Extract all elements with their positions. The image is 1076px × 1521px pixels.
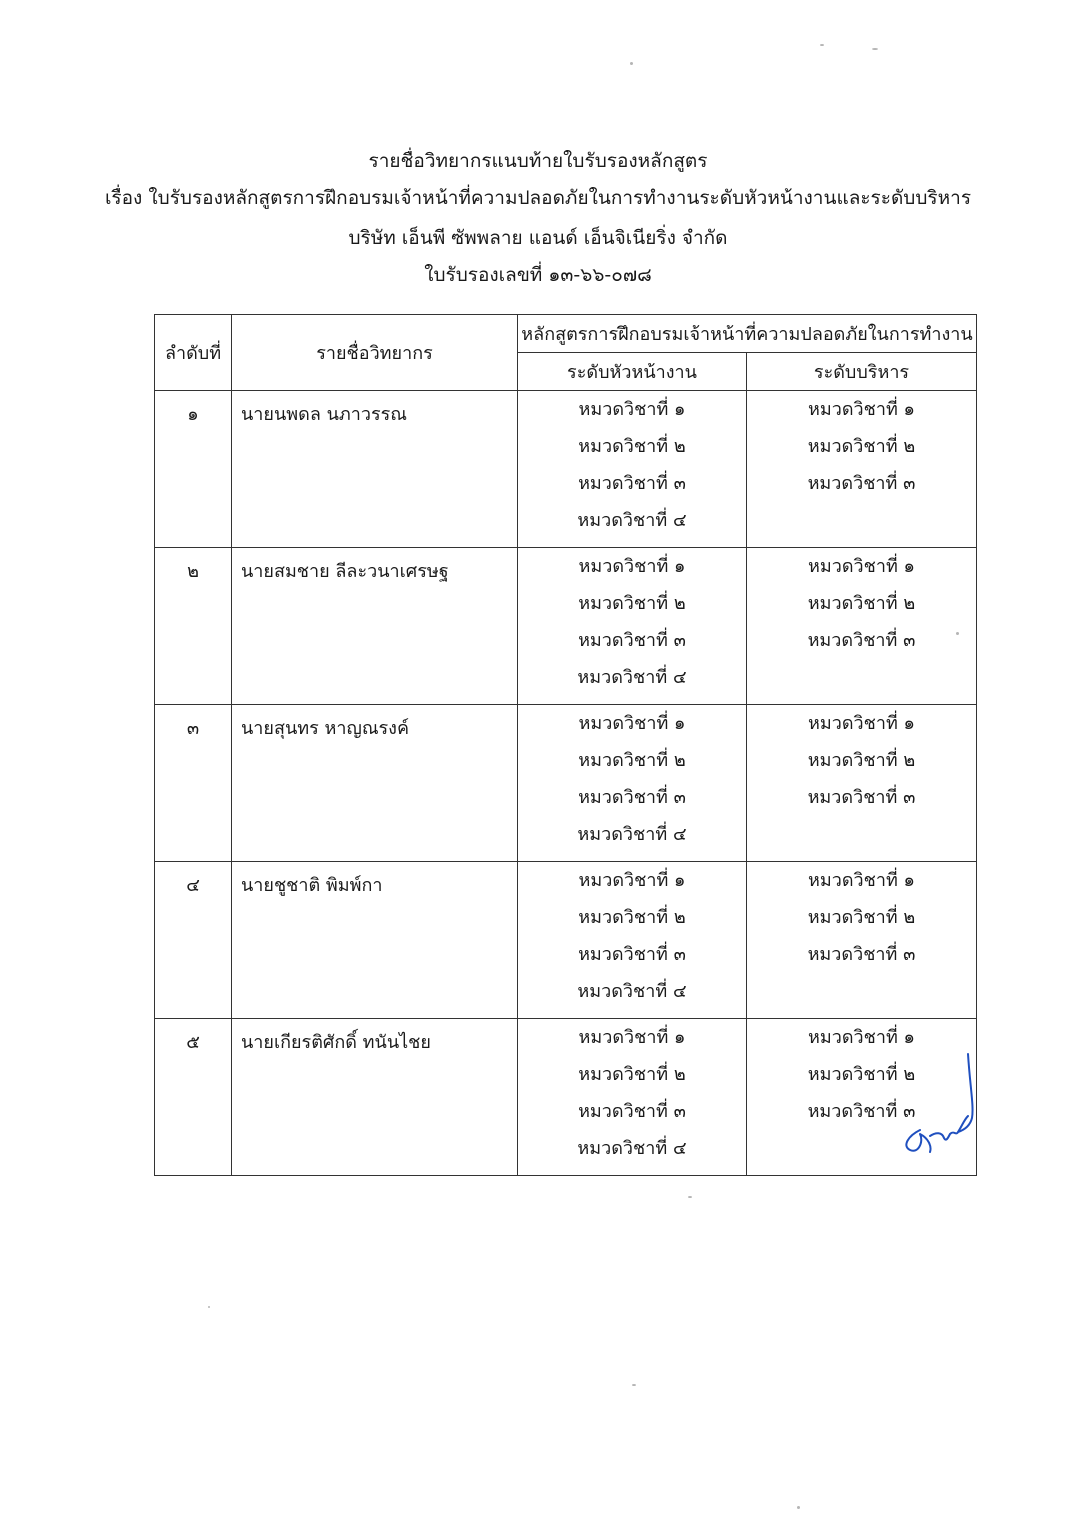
scan-speck — [820, 44, 824, 46]
subject-item: หมวดวิชาที่ ๔ — [577, 824, 687, 845]
lecturer-table — [154, 314, 977, 1176]
subject-item: หมวดวิชาที่ ๑ — [808, 1027, 915, 1048]
subject-item: หมวดวิชาที่ ๒ — [578, 436, 686, 457]
row-order-number: ๔ — [155, 862, 232, 1019]
company-name: บริษัท เอ็นพี ซัพพลาย แอนด์ เอ็นจิเนียริ่ง จำกัด — [348, 227, 728, 249]
subject-item: หมวดวิชาที่ ๑ — [808, 556, 915, 577]
subject-item: หมวดวิชาที่ ๓ — [807, 473, 916, 494]
row-order-number: ๕ — [155, 1019, 232, 1176]
signature-icon — [898, 1046, 978, 1156]
lecturer-name: นายนพดล นภาวรรณ — [232, 391, 518, 548]
table-row — [155, 1019, 977, 1176]
executive-subjects — [747, 391, 977, 548]
subject-item: หมวดวิชาที่ ๒ — [807, 593, 916, 614]
header-lecturer-name: รายชื่อวิทยากร — [232, 315, 518, 391]
subject-item: หมวดวิชาที่ ๒ — [578, 907, 686, 928]
header-course: หลักสูตรการฝึกอบรมเจ้าหน้าที่ความปลอดภัยในการทำงาน — [518, 315, 977, 353]
subject-item: หมวดวิชาที่ ๔ — [577, 1138, 687, 1159]
scan-speck — [872, 48, 878, 50]
row-order-number: ๑ — [155, 391, 232, 548]
supervisor-subjects — [518, 705, 747, 862]
subject-item: หมวดวิชาที่ ๓ — [578, 944, 686, 965]
scan-speck — [797, 1506, 800, 1509]
subject-item: หมวดวิชาที่ ๓ — [578, 787, 686, 808]
subject-item: หมวดวิชาที่ ๒ — [807, 1064, 916, 1085]
lecturer-name: นายสุนทร หาญณรงค์ — [232, 705, 518, 862]
scan-speck — [956, 632, 959, 635]
subject-item: หมวดวิชาที่ ๒ — [807, 907, 916, 928]
scan-speck — [632, 1384, 636, 1386]
executive-subjects — [747, 548, 977, 705]
subject-item: หมวดวิชาที่ ๓ — [578, 473, 686, 494]
lecturer-name: นายเกียรติศักดิ์ ทนันไชย — [232, 1019, 518, 1176]
lecturer-name: นายชูชาติ พิมพ์กา — [232, 862, 518, 1019]
scan-speck — [688, 1196, 692, 1198]
subject-item: หมวดวิชาที่ ๑ — [808, 399, 915, 420]
document-subject: เรื่อง ใบรับรองหลักสูตรการฝึกอบรมเจ้าหน้าที่ความปลอดภัยในการทำงานระดับหัวหน้างานและระดับบริหาร — [104, 187, 972, 209]
subject-item: หมวดวิชาที่ ๓ — [807, 787, 916, 808]
subject-item: หมวดวิชาที่ ๓ — [807, 1101, 916, 1122]
subject-item: หมวดวิชาที่ ๒ — [578, 593, 686, 614]
header-executive-level: ระดับบริหาร — [747, 353, 977, 391]
subject-item: หมวดวิชาที่ ๒ — [578, 1064, 686, 1085]
subject-item: หมวดวิชาที่ ๑ — [578, 556, 686, 577]
subject-item: หมวดวิชาที่ ๓ — [578, 1101, 686, 1122]
lecturer-name: นายสมชาย ลีละวนาเศรษฐ — [232, 548, 518, 705]
subject-item: หมวดวิชาที่ ๑ — [578, 1027, 686, 1048]
table-row — [155, 705, 977, 862]
table-row — [155, 862, 977, 1019]
document-title: รายชื่อวิทยากรแนบท้ายใบรับรองหลักสูตร — [368, 150, 708, 172]
table-row — [155, 391, 977, 548]
row-order-number: ๓ — [155, 705, 232, 862]
subject-item: หมวดวิชาที่ ๓ — [807, 630, 916, 651]
subject-item: หมวดวิชาที่ ๓ — [807, 944, 916, 965]
subject-item: หมวดวิชาที่ ๔ — [577, 510, 687, 531]
subject-item: หมวดวิชาที่ ๑ — [808, 870, 915, 891]
subject-item: หมวดวิชาที่ ๒ — [807, 750, 916, 771]
subject-item: หมวดวิชาที่ ๓ — [578, 630, 686, 651]
executive-subjects — [747, 862, 977, 1019]
subject-item: หมวดวิชาที่ ๔ — [577, 667, 687, 688]
header-order: ลำดับที่ — [155, 315, 232, 391]
supervisor-subjects — [518, 391, 747, 548]
subject-item: หมวดวิชาที่ ๒ — [807, 436, 916, 457]
supervisor-subjects — [518, 862, 747, 1019]
header-supervisor-level: ระดับหัวหน้างาน — [518, 353, 747, 391]
certificate-number: ใบรับรองเลขที่ ๑๓-๖๖-๐๗๘ — [424, 264, 652, 286]
subject-item: หมวดวิชาที่ ๒ — [578, 750, 686, 771]
supervisor-subjects — [518, 1019, 747, 1176]
subject-item: หมวดวิชาที่ ๑ — [578, 399, 686, 420]
subject-item: หมวดวิชาที่ ๑ — [578, 713, 686, 734]
executive-subjects — [747, 705, 977, 862]
scan-speck — [630, 62, 633, 65]
subject-item: หมวดวิชาที่ ๔ — [577, 981, 687, 1002]
table-row — [155, 548, 977, 705]
subject-item: หมวดวิชาที่ ๑ — [808, 713, 915, 734]
subject-item: หมวดวิชาที่ ๑ — [578, 870, 686, 891]
row-order-number: ๒ — [155, 548, 232, 705]
scan-speck — [208, 1306, 210, 1308]
supervisor-subjects — [518, 548, 747, 705]
